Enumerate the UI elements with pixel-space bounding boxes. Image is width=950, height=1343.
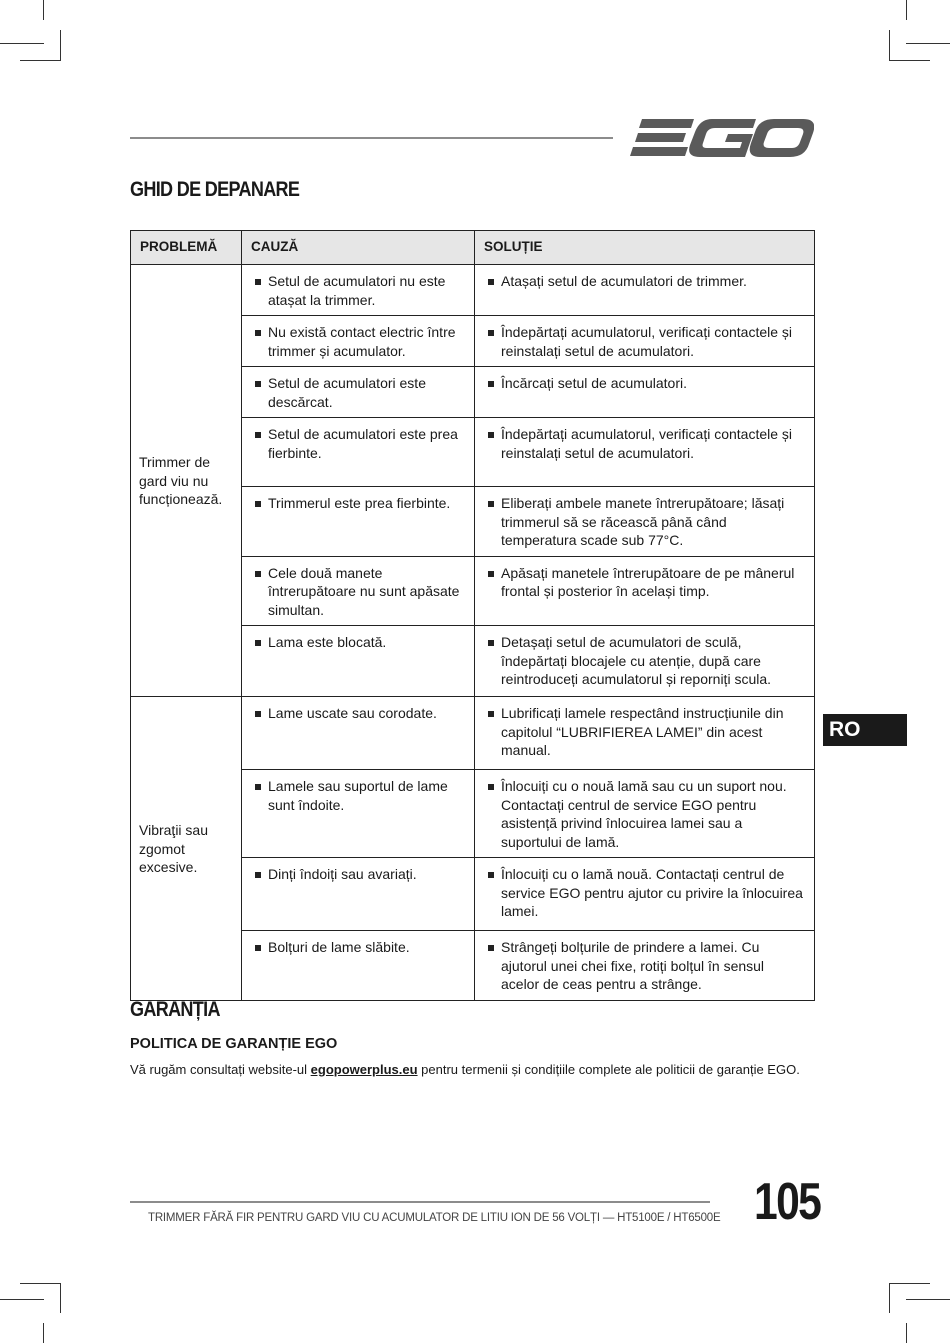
cause-cell xyxy=(242,858,475,931)
cause-cell xyxy=(242,265,475,316)
solution-cell xyxy=(475,367,815,418)
cause-text: Cele două manete întrerupătoare nu sunt apăsate simultan. xyxy=(251,564,466,620)
solution-text: Atașați setul de acumulatori de trimmer. xyxy=(484,272,806,291)
cause-text: Lamele sau suportul de lame sunt îndoite. xyxy=(251,777,466,814)
problem-cell: Trimmer de gard viu nu funcționează. xyxy=(131,265,242,697)
solution-text: Strângeți bolțurile de prindere a lamei. Cu ajutorul unei chei fixe, rotiți bolțul în sensul acelor de ceas pentru a strânge. xyxy=(484,938,806,994)
solution-cell xyxy=(475,858,815,931)
cause-cell xyxy=(242,697,475,770)
crop-mark xyxy=(43,0,44,20)
crop-mark xyxy=(906,0,907,20)
solution-text: Înlocuiți cu o nouă lamă sau cu un suport nou. Contactați centrul de service EGO pentru asistență privind înlocuirea lamei sau a suportului de lamă. xyxy=(484,777,806,851)
table-row xyxy=(131,697,815,770)
table-header-row xyxy=(131,231,815,265)
warranty-text xyxy=(130,1062,800,1077)
troubleshooting-title: GHID DE DEPANARE xyxy=(130,178,300,201)
crop-mark xyxy=(906,1299,950,1300)
solution-text: Îndepărtați acumulatorul, verificați contactele și reinstalați setul de acumulatori. xyxy=(484,323,806,360)
solution-text: Lubrificați lamele respectând instrucțiunile din capitolul “LUBRIFIEREA LAMEI” din acest manual. xyxy=(484,704,806,760)
solution-text: Eliberați ambele manete întrerupătoare; lăsați trimmerul să se răcească până când temperatura scade sub 77°C. xyxy=(484,494,806,550)
footer-rule xyxy=(130,1201,710,1203)
solution-cell xyxy=(475,418,815,487)
cause-text: Nu există contact electric între trimmer și acumulator. xyxy=(251,323,466,360)
cause-text: Setul de acumulatori nu este atașat la trimmer. xyxy=(251,272,466,309)
footer-text: TRIMMER FĂRĂ FIR PENTRU GARD VIU CU ACUMULATOR DE LITIU ION DE 56 VOLȚI — HT5100E / HT6500E xyxy=(148,1212,721,1224)
crop-mark xyxy=(60,30,61,60)
solution-text: Îndepărtați acumulatorul, verificați contactele și reinstalați setul de acumulatori. xyxy=(484,425,806,462)
cause-text: Setul de acumulatori este prea fierbinte. xyxy=(251,425,466,462)
troubleshooting-table xyxy=(130,230,815,1001)
ego-logo xyxy=(628,116,814,160)
crop-mark xyxy=(889,1283,890,1313)
cause-text: Trimmerul este prea fierbinte. xyxy=(251,494,466,513)
warranty-link[interactable]: egopowerplus.eu xyxy=(310,1062,418,1077)
solution-text: Apăsați manetele întrerupătoare de pe mânerul frontal și posterior în același timp. xyxy=(484,564,806,601)
cause-cell xyxy=(242,556,475,626)
cause-cell xyxy=(242,931,475,1001)
solution-cell xyxy=(475,931,815,1001)
page-number: 105 xyxy=(754,1173,821,1231)
solution-cell xyxy=(475,265,815,316)
crop-mark xyxy=(0,1299,44,1300)
solution-cell xyxy=(475,487,815,557)
cause-text: Lame uscate sau corodate. xyxy=(251,704,466,723)
header-problem: PROBLEMĂ xyxy=(131,231,242,265)
table-row xyxy=(131,265,815,316)
header-rule xyxy=(130,137,613,139)
solution-cell xyxy=(475,556,815,626)
warranty-text-after: pentru termenii și condițiile complete ale politicii de garanție EGO. xyxy=(417,1062,800,1077)
crop-mark xyxy=(43,1323,44,1343)
solution-text: Înlocuiți cu o lamă nouă. Contactați centrul de service EGO pentru ajutor cu privire la înlocuirea lamei. xyxy=(484,865,806,921)
crop-mark xyxy=(906,1323,907,1343)
solution-cell xyxy=(475,316,815,367)
cause-cell xyxy=(242,316,475,367)
crop-mark xyxy=(889,60,930,61)
solution-text: Detașați setul de acumulatori de sculă, îndepărtați blocajele cu atenție, după care reintroduceți acumulatorul și reporniți scula. xyxy=(484,633,806,689)
cause-text: Dinți îndoiți sau avariați. xyxy=(251,865,466,884)
header-cause: CAUZĂ xyxy=(242,231,475,265)
cause-text: Setul de acumulatori este descărcat. xyxy=(251,374,466,411)
cause-cell xyxy=(242,367,475,418)
language-tab: RO xyxy=(823,714,907,746)
crop-mark xyxy=(889,1283,930,1284)
solution-cell xyxy=(475,697,815,770)
solution-text: Încărcați setul de acumulatori. xyxy=(484,374,806,393)
cause-text: Bolțuri de lame slăbite. xyxy=(251,938,466,957)
crop-mark xyxy=(60,1283,61,1313)
cause-text: Lama este blocată. xyxy=(251,633,466,652)
solution-cell xyxy=(475,770,815,858)
crop-mark xyxy=(906,43,950,44)
crop-mark xyxy=(889,30,890,60)
warranty-title: GARANȚIA xyxy=(130,998,220,1021)
crop-mark xyxy=(20,1283,61,1284)
cause-cell xyxy=(242,626,475,697)
warranty-subtitle: POLITICA DE GARANȚIE EGO xyxy=(130,1036,338,1052)
cause-cell xyxy=(242,487,475,557)
header-solution: SOLUȚIE xyxy=(475,231,815,265)
crop-mark xyxy=(20,60,61,61)
crop-mark xyxy=(0,43,44,44)
solution-cell xyxy=(475,626,815,697)
warranty-text-before: Vă rugăm consultați website-ul xyxy=(130,1062,311,1077)
cause-cell xyxy=(242,770,475,858)
problem-cell: Vibraţii sau zgomot excesive. xyxy=(131,697,242,1001)
cause-cell xyxy=(242,418,475,487)
